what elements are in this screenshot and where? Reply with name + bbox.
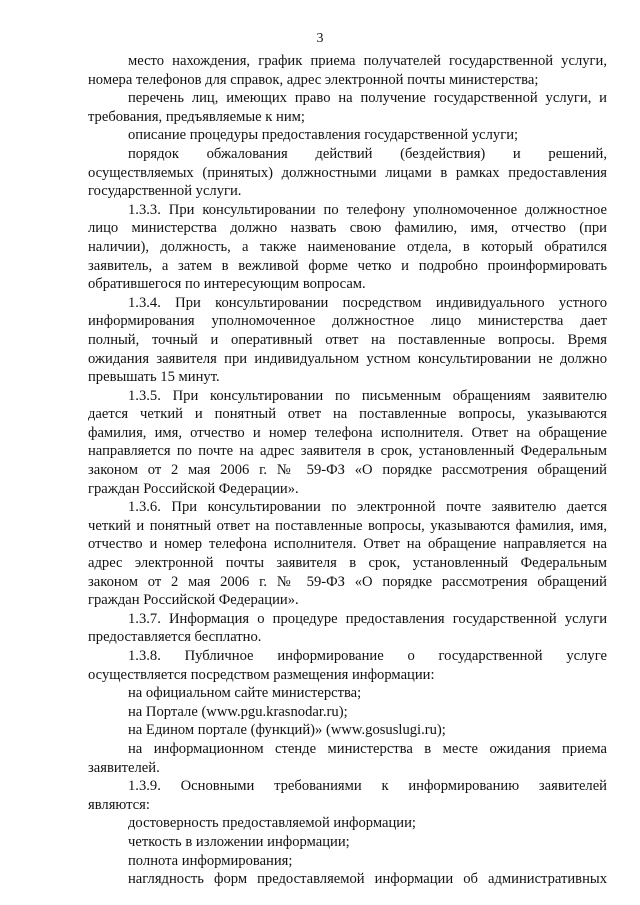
text-line: 1.3.7. Информация о процедуре предоставления государственной услуги <box>128 610 607 627</box>
document-body <box>88 52 607 889</box>
text-line: отчество и номер телефона исполнителя. Ответ на обращение направляется на <box>88 536 607 553</box>
text-line: заявитель, а затем в вежливой форме четко и подробно проинформировать <box>88 257 607 274</box>
text-line: 1.3.5. При консультировании по письменным обращениям заявителю <box>128 387 607 404</box>
text-line: номера телефонов для справок, адрес электронной почты министерства; <box>88 71 539 88</box>
text-line: 1.3.4. При консультировании посредством индивидуального устного <box>128 294 607 311</box>
text-line: 1.3.3. При консультировании по телефону уполномоченное должностное <box>128 201 607 218</box>
text-line: фамилия, имя, отчество и номер телефона исполнителя. Ответ на обращение <box>88 424 607 441</box>
text-line: на официальном сайте министерства; <box>128 685 362 702</box>
text-line: осуществляется посредством размещения информации: <box>88 666 435 683</box>
text-line: информирования уполномоченное должностное лицо министерства дает <box>88 313 607 330</box>
text-line: достоверность предоставляемой информации; <box>128 815 416 832</box>
text-line: на Портале (www.pgu.krasnodar.ru); <box>128 703 348 720</box>
text-line: предоставляется бесплатно. <box>88 629 262 646</box>
text-line: превышать 15 минут. <box>88 369 220 386</box>
text-line: место нахождения, график приема получателей государственной услуги, <box>128 53 607 69</box>
text-line: четкий и понятный ответ на поставленные вопросы, указываются фамилия, имя, <box>88 517 607 534</box>
text-line: наглядность форм предоставляемой информации об административных <box>128 871 607 888</box>
text-line: адрес электронной почты заявителя в срок, установленный Федеральным <box>88 555 607 572</box>
text-line: государственной услуги. <box>88 183 242 200</box>
text-line: 1.3.9. Основными требованиями к информированию заявителей <box>128 778 607 795</box>
text-line: требования, предъявляемые к ним; <box>88 108 305 125</box>
text-line: ожидания заявителя при индивидуальном устном консультировании не должно <box>88 350 607 367</box>
text-line: четкость в изложении информации; <box>128 833 350 850</box>
text-line: перечень лиц, имеющих право на получение государственной услуги, и <box>128 90 607 107</box>
text-line: заявителей. <box>88 759 160 776</box>
text-line: дается четкий и понятный ответ на поставленные вопросы, указываются <box>88 406 607 423</box>
text-line: описание процедуры предоставления государственной услуги; <box>128 127 519 144</box>
text-line: обратившегося по интересующим вопросам. <box>88 276 366 293</box>
text-line: на Едином портале (функций)» (www.gosuslugi.ru); <box>128 722 446 739</box>
text-line: законом от 2 мая 2006 г. № 59-ФЗ «О порядке рассмотрения обращений <box>88 573 607 590</box>
text-line: наличии), должность, а также наименование отдела, в который обратился <box>88 238 607 255</box>
text-line: на информационном стенде министерства в месте ожидания приема <box>128 740 607 757</box>
text-line: граждан Российской Федерации». <box>88 592 299 609</box>
text-line: направляется по почте на адрес заявителя в срок, установленный Федеральным <box>88 443 607 460</box>
text-line: полный, точный и оперативный ответ на поставленные вопросы. Время <box>88 331 607 348</box>
text-line: порядок обжалования действий (бездействия) и решений, <box>128 145 607 162</box>
text-line: законом от 2 мая 2006 г. № 59-ФЗ «О порядке рассмотрения обращений <box>88 462 607 479</box>
text-line: являются: <box>88 796 150 813</box>
text-line: осуществляемых (принятых) должностными лицами в рамках предоставления <box>88 164 607 181</box>
text-line: полнота информирования; <box>128 852 293 869</box>
text-line: граждан Российской Федерации». <box>88 480 299 497</box>
text-line: лицо министерства должно назвать свою фамилию, имя, отчество (при <box>88 220 607 237</box>
text-line: 1.3.8. Публичное информирование о государственной услуге <box>128 648 607 664</box>
page-number: 3 <box>316 31 324 46</box>
text-line: 1.3.6. При консультировании по электронной почте заявителю дается <box>128 499 607 516</box>
